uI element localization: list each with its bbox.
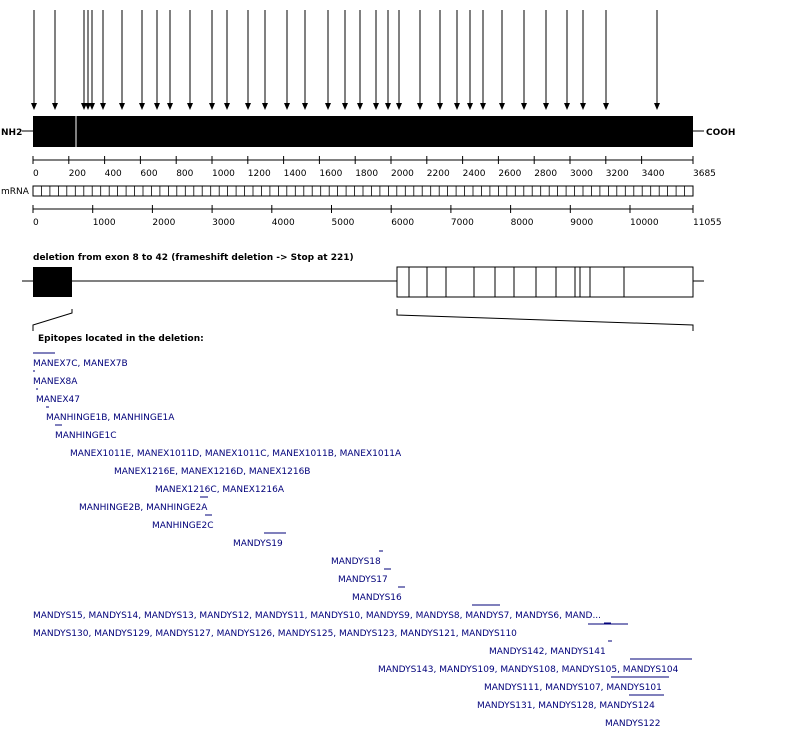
- mrna-label: mRNA: [1, 187, 29, 197]
- protein-scale-tick-label: 2400: [462, 169, 486, 179]
- retained-exons-block: [33, 267, 72, 297]
- epitope-row: MANEX8A: [33, 377, 78, 387]
- epitope-row: MANDYS16: [352, 593, 402, 603]
- arrow-head: [119, 103, 125, 110]
- left-zoom-bracket: [33, 309, 72, 331]
- arrow-head: [521, 103, 527, 110]
- protein-scale-tick-label: 1000: [212, 169, 235, 179]
- arrow-head: [357, 103, 363, 110]
- epitope-position-arrows: [31, 10, 660, 110]
- arrow-head: [31, 103, 37, 110]
- arrow-head: [139, 103, 145, 110]
- arrow-head: [396, 103, 402, 110]
- arrow-head: [580, 103, 586, 110]
- protein-scale-tick-label: 3200: [605, 169, 629, 179]
- protein-scale-tick-label: 2000: [391, 169, 414, 179]
- arrow-head: [454, 103, 460, 110]
- arrow-head: [167, 103, 173, 110]
- epitope-row: MANDYS17: [338, 575, 388, 585]
- arrow-head: [373, 103, 379, 110]
- arrow-head: [564, 103, 570, 110]
- cooh-label: COOH: [706, 128, 736, 138]
- epitope-row: MANEX1011E, MANEX1011D, MANEX1011C, MANEX1011B, MANEX1011A: [70, 449, 402, 459]
- epitopes-title: Epitopes located in the deletion:: [38, 334, 204, 344]
- arrow-head: [89, 103, 95, 110]
- protein-scale-tick-label: 2200: [426, 169, 450, 179]
- epitope-row: MANDYS142, MANDYS141: [489, 647, 606, 657]
- protein-scale: [33, 156, 716, 179]
- arrow-head: [417, 103, 423, 110]
- epitope-row: MANEX1216C, MANEX1216A: [155, 485, 284, 495]
- mrna-scale-tick-label: 5000: [331, 218, 355, 228]
- epitope-rows: [33, 353, 692, 729]
- arrow-head: [603, 103, 609, 110]
- arrow-head: [480, 103, 486, 110]
- arrow-head: [342, 103, 348, 110]
- arrow-head: [499, 103, 505, 110]
- arrow-head: [325, 103, 331, 110]
- protein-scale-tick-label: 800: [176, 169, 194, 179]
- arrow-head: [437, 103, 443, 110]
- mrna-scale-tick-label: 8000: [510, 218, 534, 228]
- protein-scale-tick-label: 1800: [355, 169, 379, 179]
- arrow-head: [187, 103, 193, 110]
- epitope-row: MANHINGE2C: [152, 521, 214, 531]
- epitope-row: MANHINGE1B, MANHINGE1A: [46, 413, 175, 423]
- right-zoom-bracket: [397, 309, 693, 331]
- protein-scale-tick-label: 600: [140, 169, 158, 179]
- mrna-scale-tick-label: 0: [33, 218, 39, 228]
- mrna-scale-tick-label: 4000: [271, 218, 295, 228]
- arrow-head: [209, 103, 215, 110]
- protein-scale-tick-label: 1600: [319, 169, 343, 179]
- mrna-scale-max: 11055: [693, 218, 722, 228]
- mrna-scale-tick-label: 6000: [391, 218, 415, 228]
- arrow-head: [654, 103, 660, 110]
- arrow-head: [262, 103, 268, 110]
- protein-scale-tick-label: 3000: [570, 169, 593, 179]
- mrna-scale-tick-label: 2000: [152, 218, 176, 228]
- epitope-row: MANDYS18: [331, 557, 381, 567]
- arrow-head: [245, 103, 251, 110]
- epitope-row: MANDYS19: [233, 539, 283, 549]
- epitope-row: MANEX47: [36, 395, 80, 405]
- epitope-row: MANDYS15, MANDYS14, MANDYS13, MANDYS12, MANDYS11, MANDYS10, MANDYS9, MANDYS8, MANDYS7, MANDYS6, MAND...: [33, 611, 602, 621]
- arrow-head: [467, 103, 473, 110]
- nh2-label: NH2: [1, 128, 23, 138]
- arrow-head: [154, 103, 160, 110]
- protein-scale-tick-label: 3400: [641, 169, 665, 179]
- deletion-title: deletion from exon 8 to 42 (frameshift deletion -> Stop at 221): [33, 253, 354, 263]
- protein-scale-tick-label: 0: [33, 169, 39, 179]
- arrow-head: [224, 103, 230, 110]
- protein-scale-max: 3685: [693, 169, 716, 179]
- protein-scale-tick-label: 1400: [283, 169, 307, 179]
- arrow-head: [385, 103, 391, 110]
- arrow-head: [52, 103, 58, 110]
- protein-scale-tick-label: 200: [68, 169, 86, 179]
- protein-scale-tick-label: 2800: [534, 169, 558, 179]
- mrna-scale-tick-label: 7000: [450, 218, 474, 228]
- epitope-row: MANDYS111, MANDYS107, MANDYS101: [484, 683, 662, 693]
- arrow-head: [100, 103, 106, 110]
- mrna-scale: [33, 205, 722, 228]
- arrow-head: [543, 103, 549, 110]
- epitope-row: MANDYS130, MANDYS129, MANDYS127, MANDYS126, MANDYS125, MANDYS123, MANDYS121, MANDYS110: [33, 629, 517, 639]
- epitope-row: MANDYS122: [605, 719, 661, 729]
- arrow-head: [284, 103, 290, 110]
- epitope-row: MANHINGE1C: [55, 431, 117, 441]
- epitope-row: MANEX7C, MANEX7B: [33, 359, 128, 369]
- protein-scale-tick-label: 1200: [247, 169, 271, 179]
- epitope-row: MANDYS131, MANDYS128, MANDYS124: [477, 701, 655, 711]
- epitope-row: MANEX1216E, MANEX1216D, MANEX1216B: [114, 467, 311, 477]
- protein-bar: [33, 116, 693, 147]
- arrow-head: [302, 103, 308, 110]
- protein-scale-tick-label: 2600: [498, 169, 522, 179]
- mrna-scale-tick-label: 10000: [630, 218, 659, 228]
- epitope-row: MANHINGE2B, MANHINGE2A: [79, 503, 208, 513]
- mrna-scale-tick-label: 1000: [92, 218, 116, 228]
- epitope-row: MANDYS143, MANDYS109, MANDYS108, MANDYS105, MANDYS104: [378, 665, 679, 675]
- mrna-scale-tick-label: 9000: [570, 218, 594, 228]
- mrna-scale-tick-label: 3000: [212, 218, 236, 228]
- protein-scale-tick-label: 400: [104, 169, 122, 179]
- downstream-exons-block: [397, 267, 693, 297]
